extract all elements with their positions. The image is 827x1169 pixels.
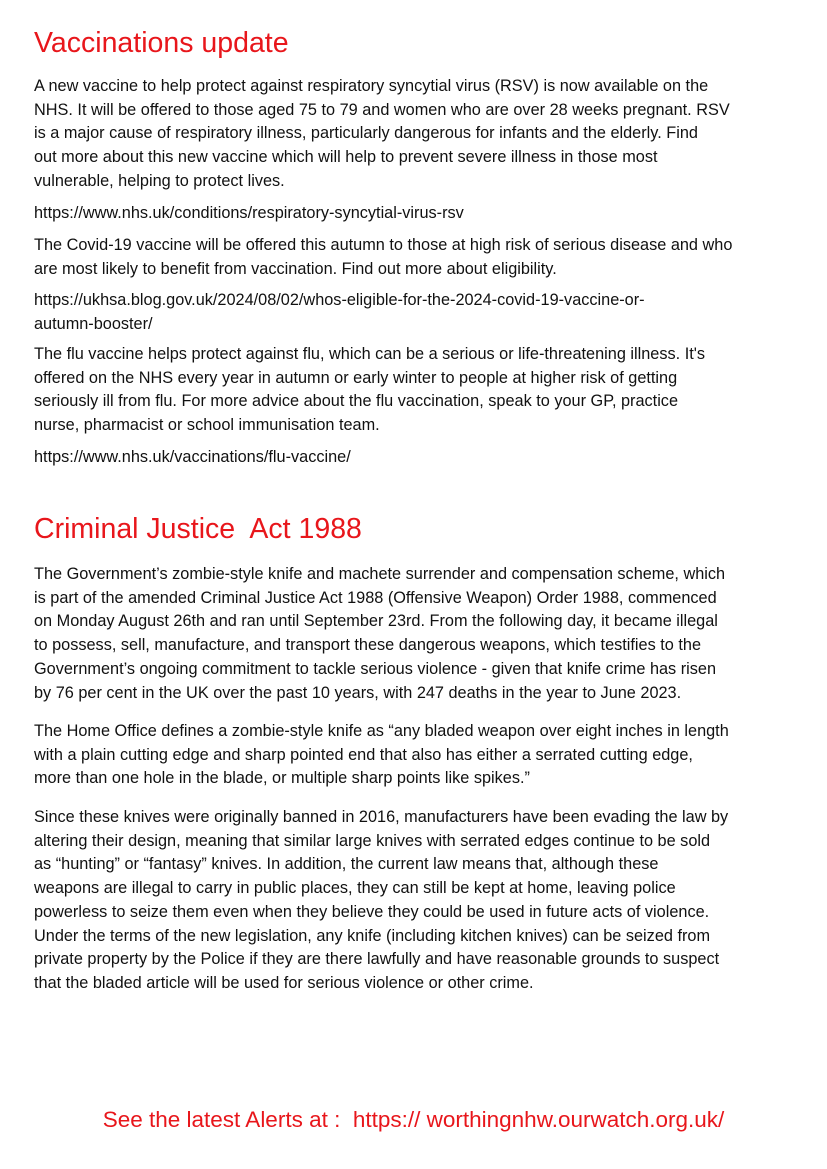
- cja-paragraph-3: Since these knives were originally banned in 2016, manufacturers have been evading the law by altering their design, meaning that similar large knives with serrated edges continue to be sold as “hunting” or “fantasy” knives. In addition, the current law means that, although these weapons are illegal to carry in public places, they can still be kept at home, leaving police powerless to seize them even when they believe they could be used in future acts of violence. Under the terms of the new legislation, any knife (including kitchen knives) can be seized from private property by the Police if they are there lawfully and have reasonable grounds to suspect that the bladed article will be used for serious violence or other crime.: [34, 808, 729, 992]
- vaccinations-heading: Vaccinations update: [34, 27, 289, 59]
- cja-paragraph-2: The Home Office defines a zombie-style knife as “any bladed weapon over eight inches in length with a plain cutting edge and sharp pointed end that also has either a serrated cutting edge, more than one hole in the blade, or multiple sharp points like spikes.”: [34, 722, 729, 788]
- footer-alerts-link[interactable]: See the latest Alerts at : https:// worthingnhw.ourwatch.org.uk/: [102, 1107, 725, 1132]
- covid-link[interactable]: https://ukhsa.blog.gov.uk/2024/08/02/whos-eligible-for-the-2024-covid-19-vaccine-or- autumn-booster/: [34, 291, 645, 333]
- criminal-justice-heading: Criminal Justice Act 1988: [34, 513, 362, 545]
- flu-link[interactable]: https://www.nhs.uk/vaccinations/flu-vaccine/: [34, 448, 351, 466]
- rsv-paragraph: A new vaccine to help protect against respiratory syncytial virus (RSV) is now available on the NHS. It will be offered to those aged 75 to 79 and women who are over 28 weeks pregnant. RSV is a major cause of respiratory illness, particularly dangerous for infants and the elderly. Find out more about this new vaccine which will help to prevent severe illness in those most vulnerable, helping to protect lives.: [34, 77, 730, 190]
- covid-paragraph: The Covid-19 vaccine will be offered this autumn to those at high risk of serious disease and who are most likely to benefit from vaccination. Find out more about eligibility.: [34, 236, 733, 278]
- cja-paragraph-1: The Government’s zombie-style knife and machete surrender and compensation scheme, which is part of the amended Criminal Justice Act 1988 (Offensive Weapon) Order 1988, commenced on Monday August 26th and ran until September 23rd. From the following day, it became illegal to possess, sell, manufacture, and transport these dangerous weapons, which testifies to the Government’s ongoing commitment to tackle serious violence - given that knife crime has risen by 76 per cent in the UK over the past 10 years, with 247 deaths in the year to June 2023.: [34, 565, 726, 702]
- flu-paragraph: The flu vaccine helps protect against flu, which can be a serious or life-threatening illness. It's offered on the NHS every year in autumn or early winter to people at higher risk of getting seriously ill from flu. For more advice about the flu vaccination, speak to your GP, practice nurse, pharmacist or school immunisation team.: [34, 345, 705, 435]
- rsv-link[interactable]: https://www.nhs.uk/conditions/respiratory-syncytial-virus-rsv: [34, 204, 464, 222]
